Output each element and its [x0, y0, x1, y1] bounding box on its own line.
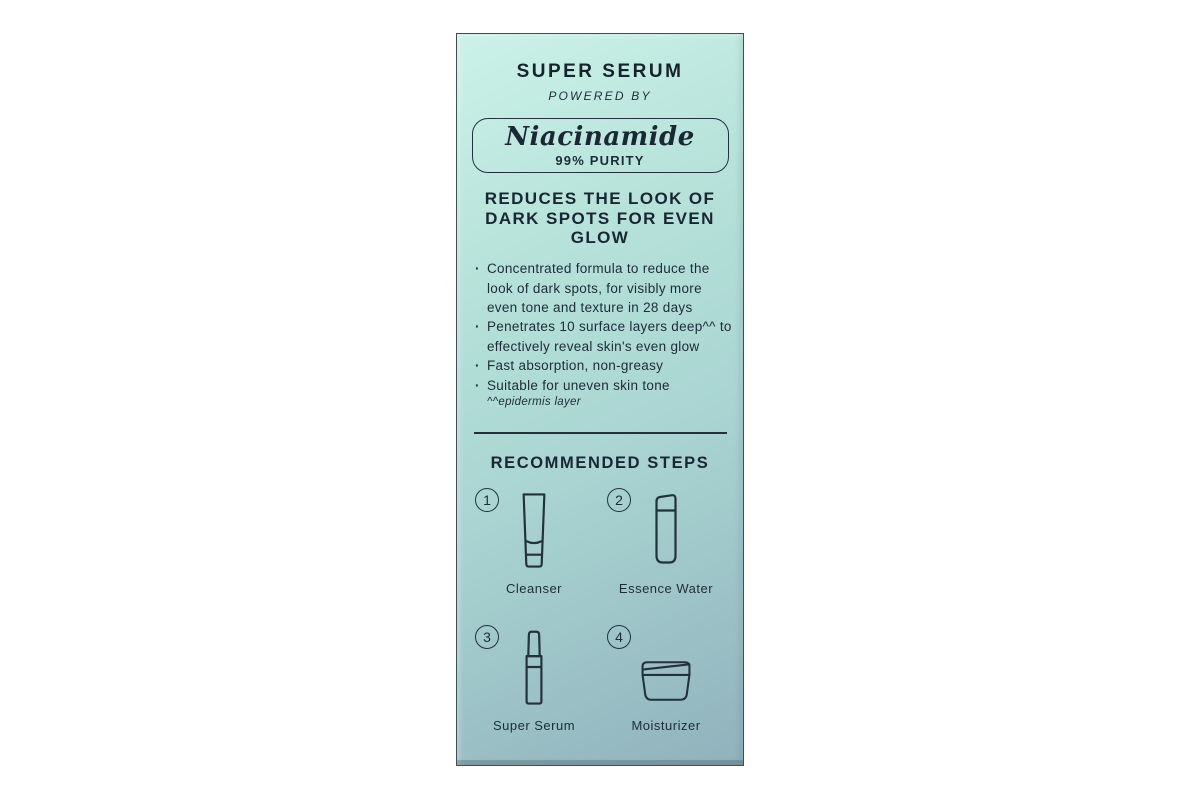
serum-pump-bottle-icon	[514, 623, 554, 706]
ingredient-badge	[472, 118, 729, 173]
benefit-item: · Fast absorption, non-greasy	[474, 356, 732, 375]
step-2-number-badge: 2	[607, 488, 631, 512]
ingredient-name: Niacinamide	[505, 121, 695, 152]
footnote: ^^epidermis layer	[487, 396, 581, 409]
product-box-front-panel	[456, 33, 744, 766]
benefit-item: · Suitable for uneven skin tone	[474, 376, 732, 395]
benefit-list	[468, 259, 732, 395]
benefit-item: · Concentrated formula to reduce the look of dark spots, for visibly more even tone and texture in 28 days	[474, 259, 732, 317]
step-2-label: Essence Water	[618, 581, 714, 597]
ingredient-purity: 99% PURITY	[555, 152, 645, 168]
step-4-moisturizer	[603, 623, 729, 733]
step-3-super-serum	[471, 623, 597, 733]
essence-water-bottle-icon	[646, 486, 686, 569]
step-4-label: Moisturizer	[631, 718, 701, 734]
steps-grid	[471, 486, 729, 733]
step-1-label: Cleanser	[505, 581, 563, 597]
step-2-essence-water	[603, 486, 729, 596]
claim-heading: REDUCES THE LOOK OF DARK SPOTS FOR EVEN GLOW	[484, 189, 716, 248]
step-1-cleanser	[471, 486, 597, 596]
product-title: SUPER SERUM	[516, 61, 684, 82]
powered-by-label: POWERED BY	[548, 89, 652, 103]
cleanser-tube-icon	[514, 486, 554, 569]
divider	[474, 432, 727, 434]
step-1-number-badge: 1	[475, 488, 499, 512]
step-4-number-badge: 4	[607, 625, 631, 649]
moisturizer-jar-icon	[636, 623, 696, 706]
step-3-label: Super Serum	[492, 718, 576, 734]
step-3-number-badge: 3	[475, 625, 499, 649]
steps-heading: RECOMMENDED STEPS	[490, 454, 710, 473]
benefit-item: · Penetrates 10 surface layers deep^^ to effectively reveal skin's even glow	[474, 317, 732, 356]
